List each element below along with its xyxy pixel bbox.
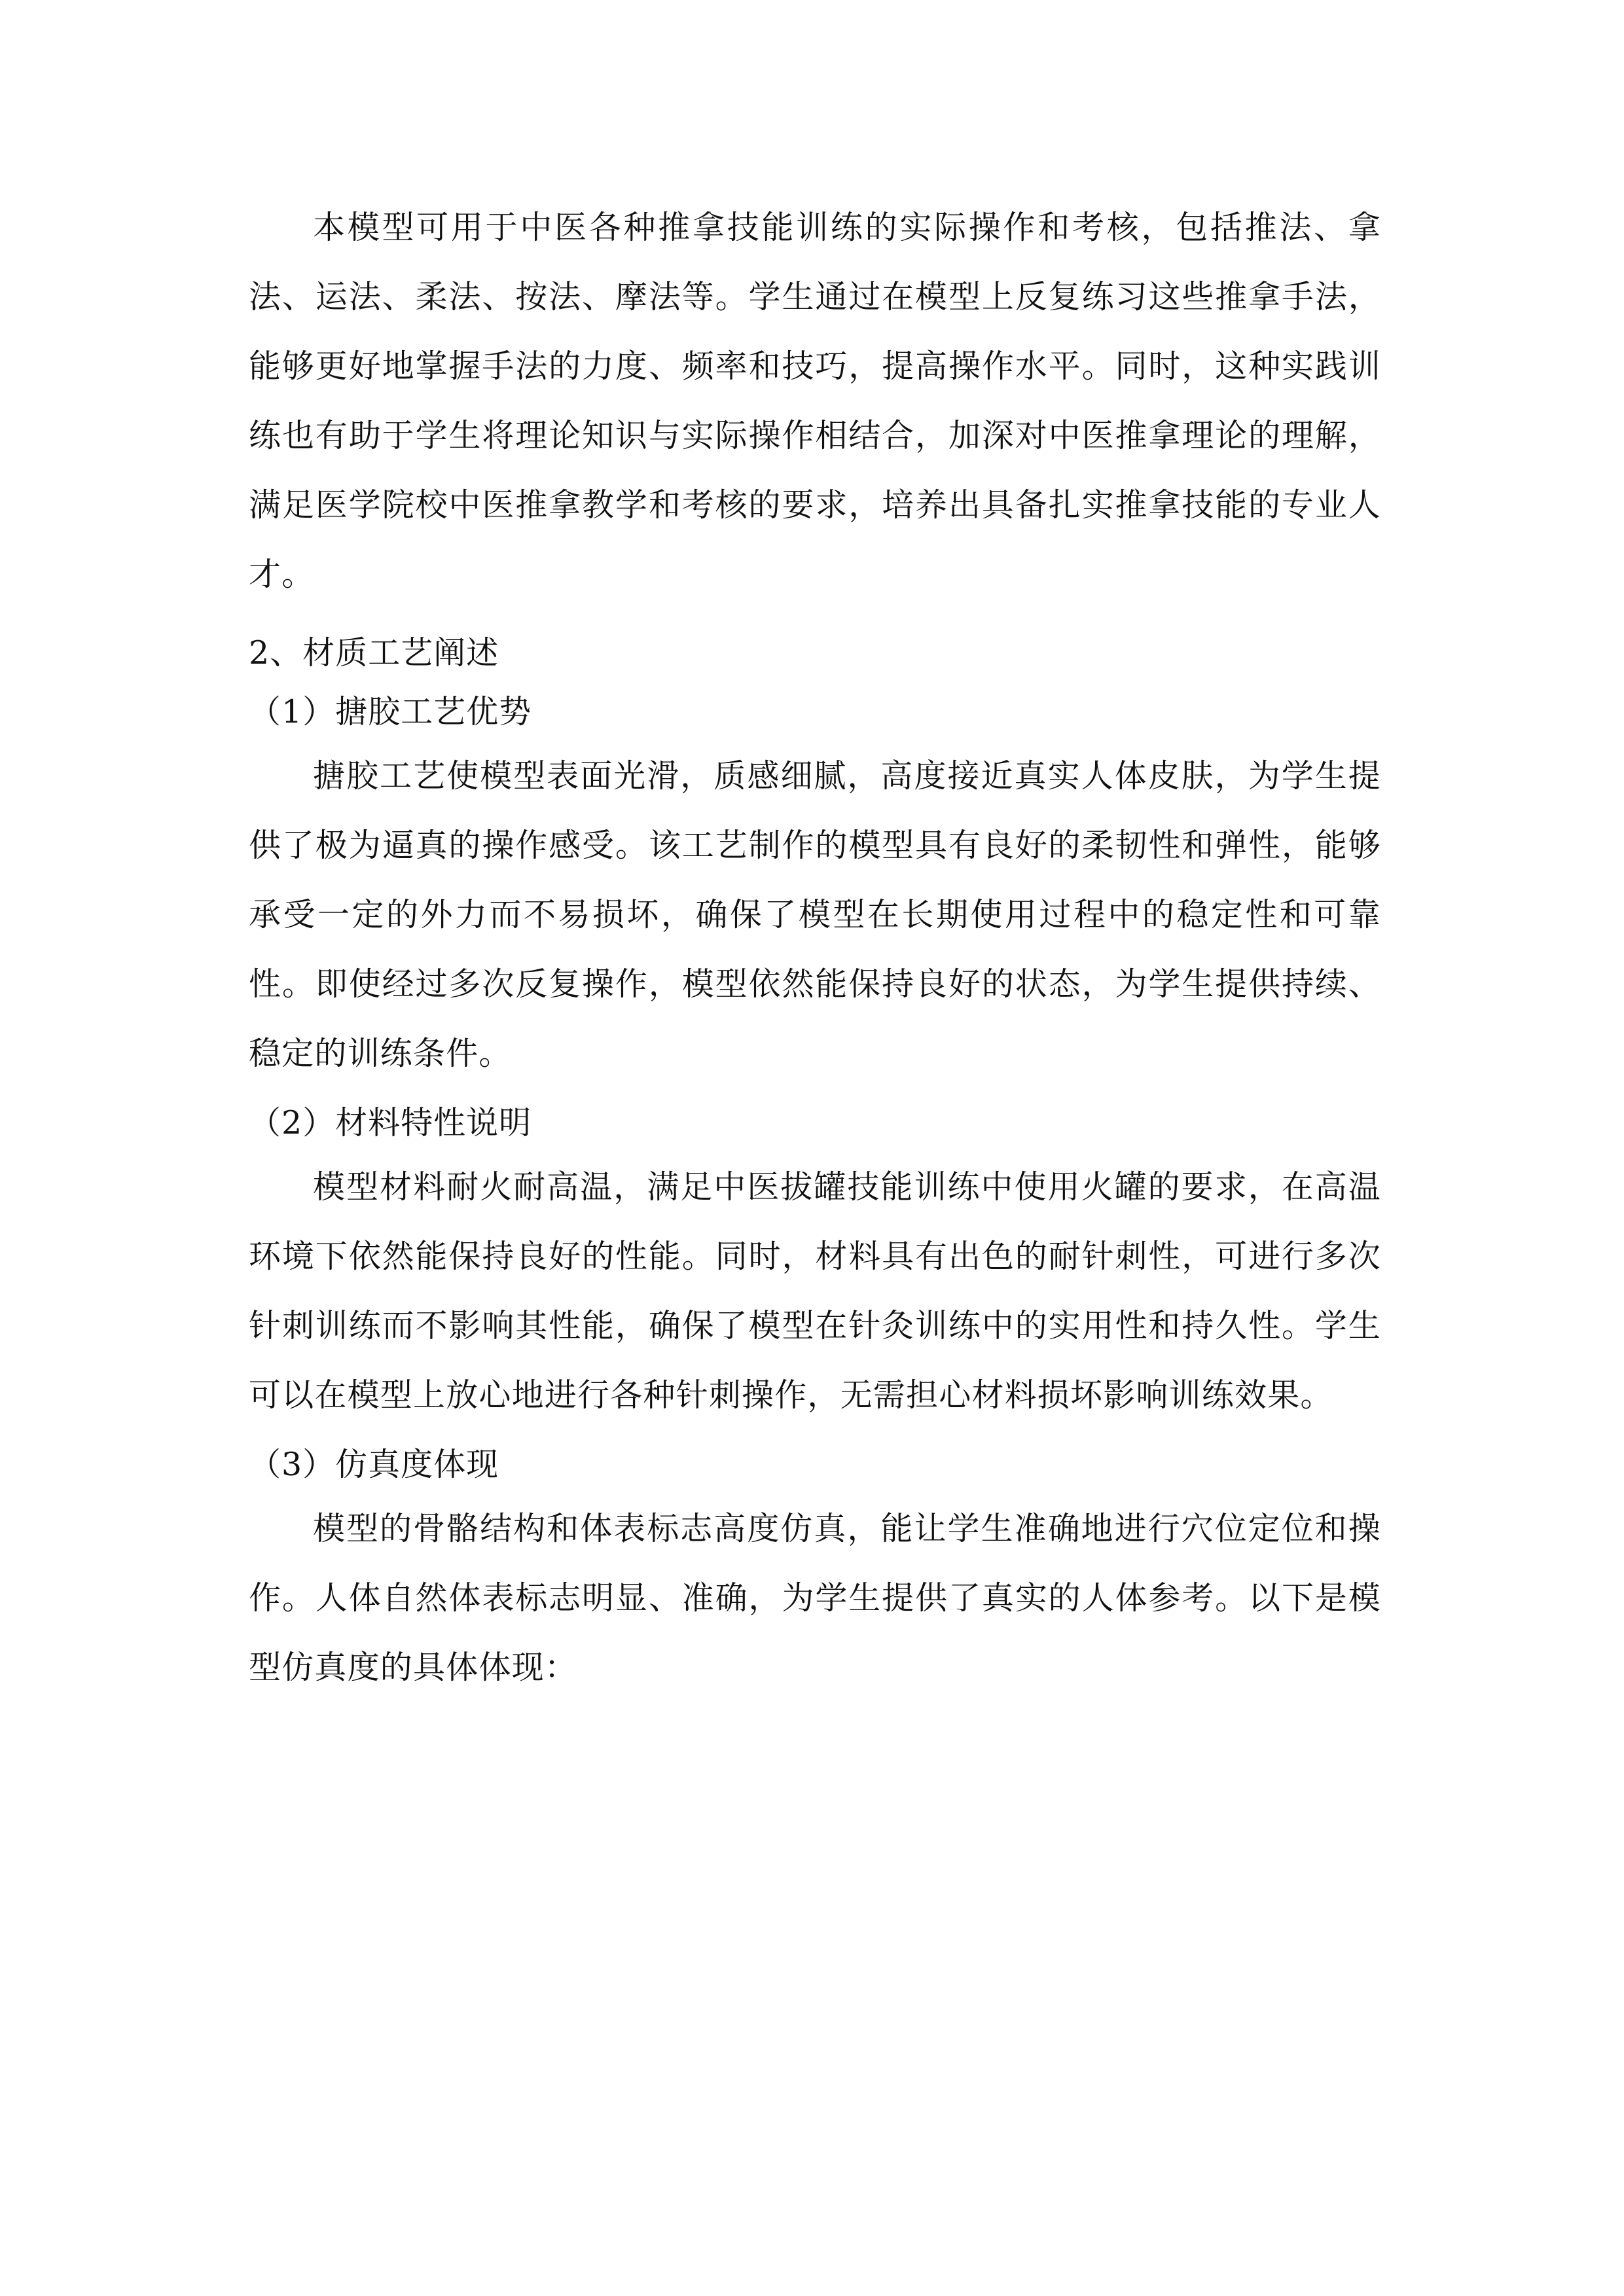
intro-paragraph: 本模型可用于中医各种推拿技能训练的实际操作和考核，包括推法、拿法、运法、柔法、按法、摩法等。学生通过在模型上反复练习这些推拿手法，能够更好地掌握手法的力度、频率和技巧，提高操作水平。同时，这种实践训练也有助于学生将理论知识与实际操作相结合，加深对中医推拿理论的理解，满足医学院校中医推拿教学和考核的要求，培养出具备扎实推拿技能的专业人才。 bbox=[249, 209, 1381, 593]
subsection-heading-material-properties: （2）材料特性说明 bbox=[249, 1104, 532, 1141]
subsection-text-rotational-molding: 搪胶工艺使模型表面光滑，质感细腻，高度接近真实人体皮肤，为学生提供了极为逼真的操作感受。该工艺制作的模型具有良好的柔韧性和弹性，能够承受一定的外力而不易损坏，确保了模型在长期使用过程中的稳定性和可靠性。即使经过多次反复操作，模型依然能保持良好的状态，为学生提供持续、稳定的训练条件。 bbox=[249, 757, 1381, 1072]
spacer bbox=[249, 1430, 1381, 1435]
section-heading-material-process: 2、材质工艺阐述 bbox=[249, 634, 499, 672]
spacer bbox=[249, 1088, 1381, 1094]
subsection-text-material-properties: 模型材料耐火耐高温，满足中医拔罐技能训练中使用火罐的要求，在高温环境下依然能保持良好的性能。同时，材料具有出色的耐针刺性，可进行多次针刺训练而不影响其性能，确保了模型在针灸训练中的实用性和持久性。学生可以在模型上放心地进行各种针刺操作，无需担心材料损坏影响训练效果。 bbox=[249, 1168, 1381, 1414]
subsection-text-realism: 模型的骨骼结构和体表标志高度仿真，能让学生准确地进行穴位定位和操作。人体自然体表标志明显、准确，为学生提供了真实的人体参考。以下是模型仿真度的具体体现： bbox=[249, 1510, 1381, 1686]
subsection-heading-rotational-molding: （1）搪胶工艺优势 bbox=[249, 693, 532, 730]
subsection-heading-realism: （3）仿真度体现 bbox=[249, 1446, 499, 1483]
spacer bbox=[249, 609, 1381, 624]
document-body bbox=[249, 193, 1381, 1702]
